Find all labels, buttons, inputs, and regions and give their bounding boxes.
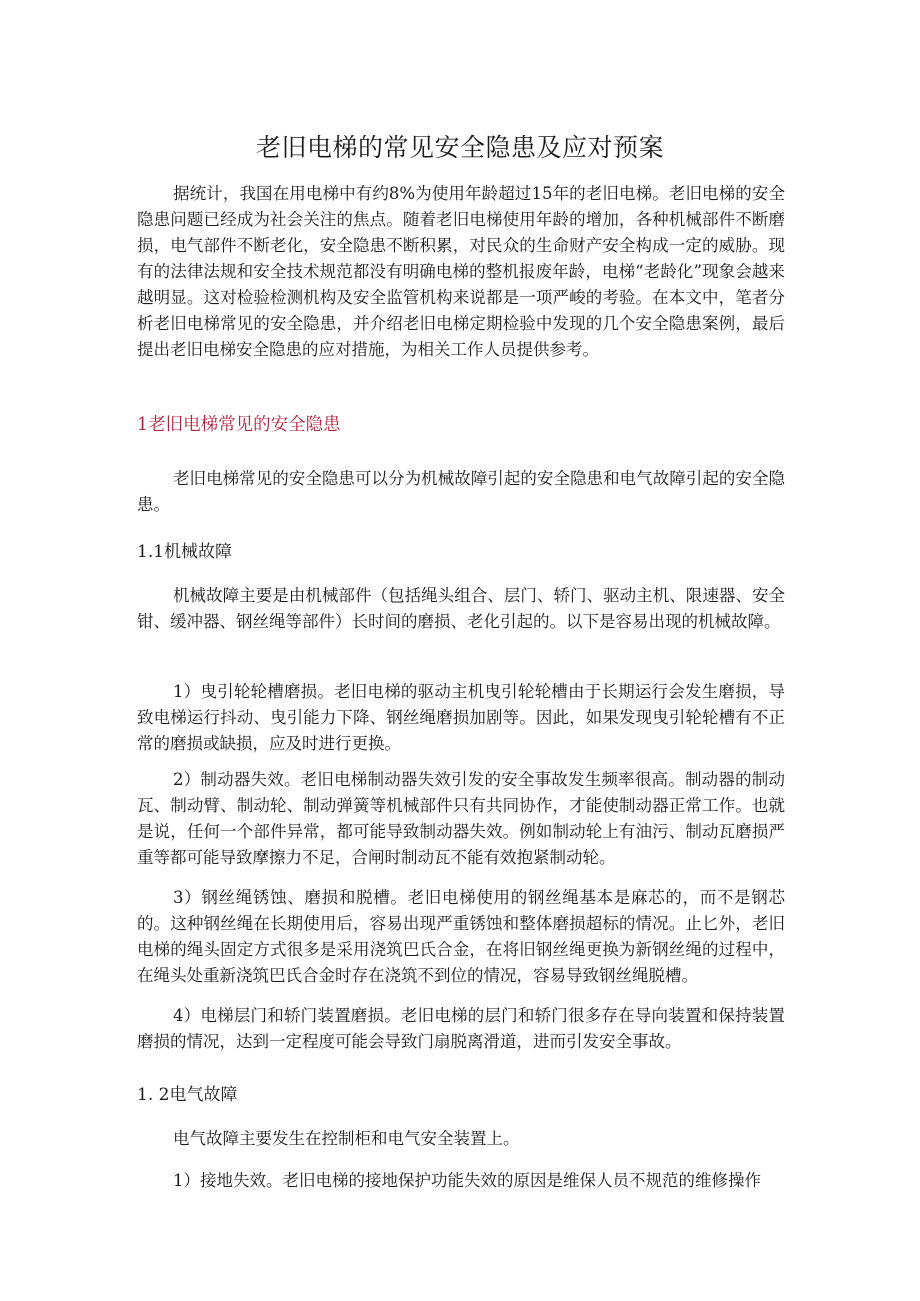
section-1-paragraph: 老旧电梯常见的安全隐患可以分为机械故障引起的安全隐患和电气故障引起的安全隐患。: [137, 469, 785, 514]
section-1-2-heading: 1. 2电气故障: [137, 1085, 238, 1105]
document-title: 老旧电梯的常见安全隐患及应对预案: [255, 133, 664, 162]
list-item: 4）电梯层门和轿门装置磨损。老旧电梯的层门和轿门很多存在导向装置和保持装置磨损的情况，达到一定程度可能会导致门扇脱离滑道，进而引发安全事故。: [137, 1006, 785, 1051]
section-1-1-paragraph: 机械故障主要是由机械部件（包括绳头组合、层门、轿门、驱动主机、限速器、安全钳、缓冲器、钢丝绳等部件）长时间的磨损、老化引起的。以下是容易出现的机械故障。: [137, 586, 785, 631]
section-1-1-heading: 1.1机械故障: [137, 542, 233, 562]
list-item: 1）接地失效。老旧电梯的接地保护功能失效的原因是维保人员不规范的维修操作: [173, 1171, 761, 1190]
section-1-heading: 1老旧电梯常见的安全隐患: [137, 415, 341, 435]
section-1-2-paragraph: 电气故障主要发生在控制柜和电气安全装置上。: [173, 1129, 520, 1148]
intro-paragraph: 据统计，我国在用电梯中有约8%为使用年龄超过15年的老旧电梯。老旧电梯的安全隐患问题已经成为社会关注的焦点。随着老旧电梯使用年龄的增加，各种机械部件不断磨损，电气部件不断老化，安全隐患不断积累，对民众的生命财产安全构成一定的威胁。现有的法律法规和安全技术规范都没有明确电梯的整机报废年龄，电梯“老龄化”现象会越来越明显。这对检验检测机构及安全监管机构来说都是一项严峻的考验。在本文中，笔者分析老旧电梯常见的安全隐患，并介绍老旧电梯定期检验中发现的几个安全隐患案例，最后提出老旧电梯安全隐患的应对措施，为相关工作人员提供参考。: [137, 184, 785, 359]
list-item: 2）制动器失效。老旧电梯制动器失效引发的安全事故发生频率很高。制动器的制动瓦、制动臂、制动轮、制动弹簧等机械部件只有共同协作，才能使制动器正常工作。也就是说，任何一个部件异常，都可能导致制动器失效。例如制动轮上有油污、制动瓦磨损严重等都可能导致摩擦力不足，合闸时制动瓦不能有效抱紧制动轮。: [137, 770, 785, 867]
list-item: 1）曳引轮轮槽磨损。老旧电梯的驱动主机曳引轮轮槽由于长期运行会发生磨损，导致电梯运行抖动、曳引能力下降、钢丝绳磨损加剧等。因此，如果发现曳引轮轮槽有不正常的磨损或缺损，应及时进行更换。: [137, 682, 785, 753]
list-item: 3）钢丝绳锈蚀、磨损和脱槽。老旧电梯使用的钢丝绳基本是麻芯的，而不是钢芯的。这种钢丝绳在长期使用后，容易出现严重锈蚀和整体磨损超标的情况。止匕外，老旧电梯的绳头固定方式很多是采用浇筑巴氏合金，在将旧钢丝绳更换为新钢丝绳的过程中，在绳头处重新浇筑巴氏合金时存在浇筑不到位的情况，容易导致钢丝绳脱槽。: [137, 888, 785, 985]
